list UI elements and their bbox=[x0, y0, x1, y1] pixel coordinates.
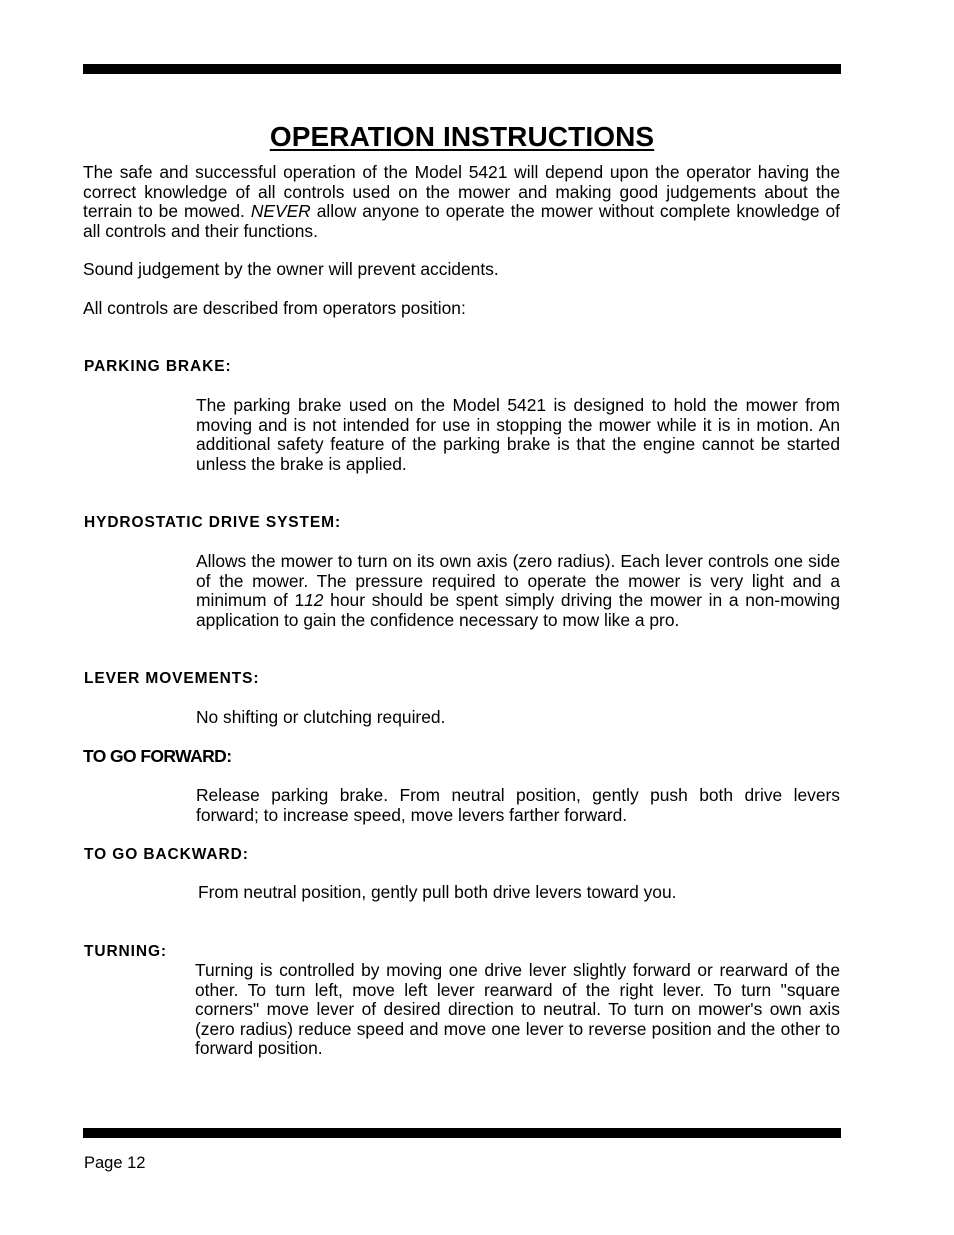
backward-heading: TO GO BACKWARD: bbox=[84, 846, 249, 863]
hydrostatic-heading: HYDROSTATIC DRIVE SYSTEM: bbox=[84, 514, 342, 531]
turning-body: Turning is controlled by moving one drive lever slightly forward or rearward of the other. To turn left, move left lever rearward of the right lever. To turn "square corners" move lever of desired direction to neutral. To turn on mower's own axis (zero radius) reduce speed and move one lever to reverse position and the other to forward position. bbox=[195, 960, 840, 1058]
forward-heading: TO GO FORWARD: bbox=[83, 746, 232, 766]
bottom-rule bbox=[83, 1128, 841, 1138]
intro-judgement: Sound judgement by the owner will prevent accidents. bbox=[83, 259, 499, 279]
backward-body: From neutral position, gently pull both drive levers toward you. bbox=[198, 882, 677, 902]
hydrostatic-text-start: Allows the mower to turn on its own axis (zero radius). Each lever controls one side of the mower. The pressure required to operate the mower is very light and a minimum of 1 bbox=[196, 551, 840, 610]
intro-emphasis: NEVER bbox=[250, 201, 311, 221]
page-number: Page 12 bbox=[84, 1154, 146, 1172]
intro-controls-note: All controls are described from operators position: bbox=[83, 298, 466, 318]
intro-paragraph bbox=[83, 163, 840, 241]
parking-brake-body: The parking brake used on the Model 5421 is designed to hold the mower from moving and is not intended for use in stopping the mower while it is in motion. An additional safety feature of the parking brake is that the engine cannot be started unless the brake is applied. bbox=[196, 395, 840, 474]
intro-text-end: allow anyone to operate the mower without complete knowledge of all controls and their functions. bbox=[83, 201, 840, 241]
forward-body: Release parking brake. From neutral position, gently push both drive levers forward; to increase speed, move levers farther forward. bbox=[196, 785, 840, 825]
page-title: OPERATION INSTRUCTIONS bbox=[269, 120, 655, 152]
turning-heading: TURNING: bbox=[84, 943, 167, 960]
parking-brake-heading: PARKING BRAKE: bbox=[84, 358, 232, 375]
intro-text-start: The safe and successful operation of the Model 5421 will depend upon the operator having the correct knowledge of all controls used on the mower and making good judgements about the terrain to be mowed. bbox=[83, 162, 840, 221]
hydrostatic-emphasis: 12 bbox=[304, 590, 324, 610]
hydrostatic-body bbox=[196, 552, 840, 630]
hydrostatic-text-end: hour should be spent simply driving the mower in a non-mowing application to gain the confidence necessary to mow like a pro. bbox=[196, 590, 840, 630]
top-rule bbox=[83, 64, 841, 74]
lever-movements-heading: LEVER MOVEMENTS: bbox=[84, 670, 260, 687]
lever-movements-body: No shifting or clutching required. bbox=[196, 707, 446, 727]
